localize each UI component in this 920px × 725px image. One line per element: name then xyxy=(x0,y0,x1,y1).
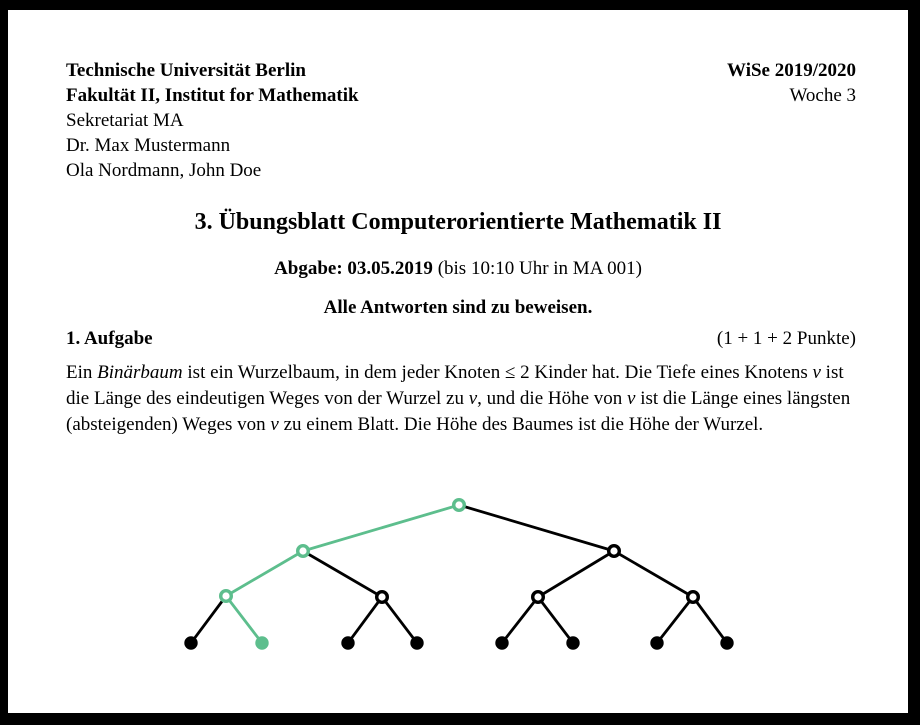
text-segment: ist ein Wurzelbaum, in dem jeder Knoten ≤ 2 Kinder hat. Die Tiefe eines Knotens xyxy=(182,362,813,383)
tree-leaf-node xyxy=(720,636,733,649)
deadline-line xyxy=(8,256,908,281)
faculty-name: Fakultät II, Institut for Mathematik xyxy=(66,85,359,106)
tree-leaf-node xyxy=(341,636,354,649)
tree-leaf-node xyxy=(566,636,579,649)
tree-inner-node xyxy=(688,592,699,603)
tree-edge xyxy=(502,597,538,643)
proof-notice: Alle Antworten sind zu beweisen. xyxy=(323,297,593,318)
text-segment: , und die Höhe von xyxy=(477,388,628,409)
tree-leaf-node xyxy=(255,636,268,649)
tree-inner-node xyxy=(454,500,465,511)
text-segment-term: Binärbaum xyxy=(97,362,183,383)
tree-leaf-node xyxy=(495,636,508,649)
tree-leaf-node xyxy=(184,636,197,649)
tree-edge xyxy=(303,551,382,597)
tree-edge xyxy=(693,597,727,643)
tree-edge xyxy=(657,597,693,643)
text-segment-var: v xyxy=(468,388,478,409)
header-left-block xyxy=(66,58,359,183)
tree-edge xyxy=(191,596,226,643)
text-segment-var: v xyxy=(627,388,636,409)
tree-leaf-node xyxy=(410,636,423,649)
tree-edge xyxy=(382,597,417,643)
tree-inner-node xyxy=(221,591,232,602)
tree-inner-node xyxy=(377,592,388,603)
institution-name: Technische Universität Berlin xyxy=(66,60,306,81)
document-header xyxy=(66,58,856,183)
text-segment: zu einem Blatt. Die Höhe des Baumes ist die Höhe der Wurzel. xyxy=(278,414,764,435)
deadline-details: (bis 10:10 Uhr in MA 001) xyxy=(432,258,642,279)
lecturer-name: Dr. Max Mustermann xyxy=(66,135,231,156)
header-right-block xyxy=(727,58,856,108)
tree-edge xyxy=(226,596,262,643)
tree-edge xyxy=(348,597,382,643)
text-segment-var: v xyxy=(270,414,279,435)
text-segment: Ein xyxy=(66,362,98,383)
exercise-points: (1 + 1 + 2 Punkte) xyxy=(716,328,856,349)
tree-edge xyxy=(538,597,573,643)
text-segment-var: v xyxy=(812,362,821,383)
tree-edge xyxy=(226,551,303,596)
tree-edge xyxy=(303,505,459,551)
exercise-heading-row xyxy=(66,326,856,352)
tree-inner-node xyxy=(609,546,620,557)
document-page xyxy=(8,10,908,713)
text-segment: ist die Länge des eindeutigen Weges von der Wurzel zu xyxy=(66,362,844,409)
tree-inner-node xyxy=(298,546,309,557)
tree-edge xyxy=(459,505,614,551)
assistants-names: Ola Nordmann, John Doe xyxy=(66,160,262,181)
exercise-heading: 1. Aufgabe xyxy=(66,328,153,349)
tree-edge xyxy=(538,551,614,597)
secretariat-line: Sekretariat MA xyxy=(66,110,184,131)
deadline-label: Abgabe: 03.05.2019 xyxy=(274,258,433,279)
tree-inner-node xyxy=(533,592,544,603)
page-title: 3. Übungsblatt Computerorientierte Mathematik II xyxy=(194,209,722,235)
text-segment: ist die Länge eines längsten (absteigenden) Weges von xyxy=(66,388,851,435)
exercise-text xyxy=(66,360,852,438)
semester-label: WiSe 2019/2020 xyxy=(727,60,856,81)
tree-leaf-node xyxy=(650,636,663,649)
week-label: Woche 3 xyxy=(789,85,856,106)
tree-edge xyxy=(614,551,693,597)
